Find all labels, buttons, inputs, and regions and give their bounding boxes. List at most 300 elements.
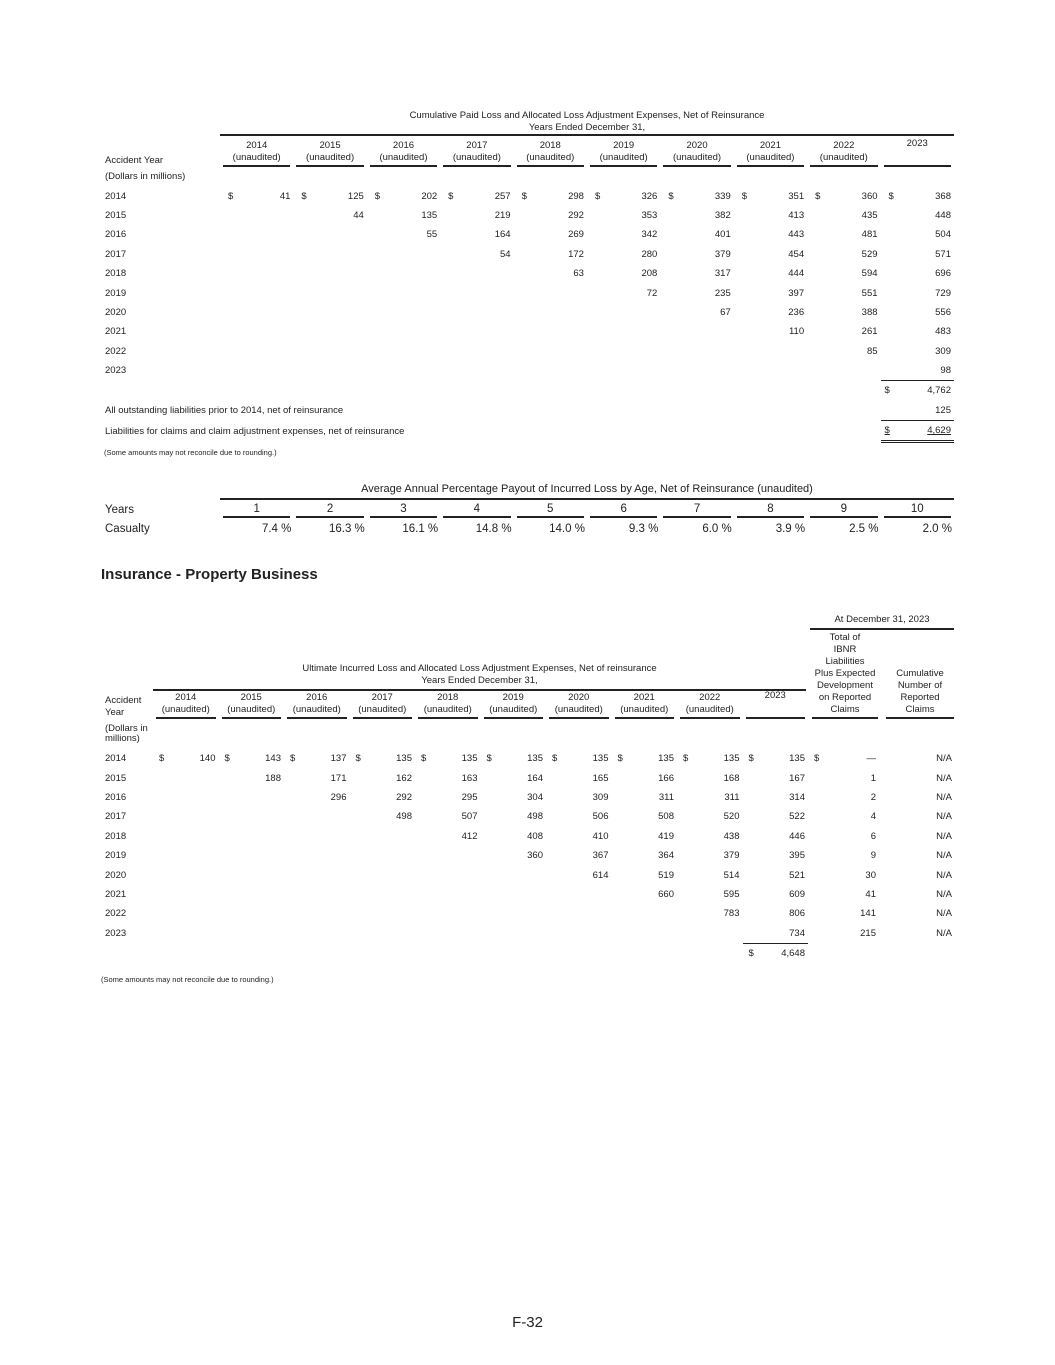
payout-values-row [101, 519, 954, 538]
col-sub: (unaudited) [599, 152, 648, 163]
payout-percent: 6.0 % [702, 522, 732, 535]
age-value: 8 [737, 503, 804, 518]
cell-value: 163 [461, 772, 478, 784]
currency-symbol: $ [486, 753, 492, 765]
cell-value: 172 [568, 248, 584, 260]
property-col-header-inner [353, 690, 413, 719]
cell-value: 483 [935, 326, 951, 338]
table-cell [612, 827, 678, 846]
cell-value: 261 [861, 326, 878, 338]
table-cell [153, 924, 219, 944]
ibnr-header [808, 630, 882, 719]
property-col-header-inner [287, 690, 347, 719]
col-year: 2023 [764, 690, 786, 701]
row-year: 2014 [105, 753, 127, 765]
table-cell [743, 807, 809, 826]
col-year: 2017 [466, 140, 488, 151]
col-sub: (unaudited) [161, 704, 210, 715]
table-cell [677, 865, 743, 884]
ibnr-cell [808, 768, 882, 787]
table-cell [440, 361, 513, 381]
ibnr-value: 215 [860, 927, 876, 939]
cell-value: 594 [861, 268, 878, 280]
table-cell [612, 788, 678, 807]
table-cell [881, 361, 954, 381]
paid-col-header-2014 [220, 138, 293, 167]
table-cell [734, 206, 807, 225]
table-cell [514, 206, 587, 225]
table-row [101, 788, 954, 807]
row-year: 2015 [105, 772, 127, 784]
table-cell [587, 361, 660, 381]
cell-value: 408 [527, 830, 543, 842]
cell-value: 311 [724, 791, 740, 803]
table-cell [612, 904, 678, 923]
table-cell [481, 865, 547, 884]
cell-value: 388 [861, 306, 878, 318]
currency-symbol: $ [374, 190, 381, 202]
table-cell [660, 283, 733, 302]
currency-symbol: $ [668, 190, 674, 202]
cell-value: 806 [789, 908, 805, 920]
age-header [220, 501, 293, 519]
section-title: Insurance - Property Business [101, 566, 318, 583]
table-cell [220, 322, 293, 341]
age-header [660, 501, 733, 519]
paid-loss-table [101, 138, 954, 443]
cell-value: 55 [426, 229, 438, 241]
at-date-header: At December 31, 2023 [834, 614, 930, 625]
table-row [101, 186, 954, 205]
paid-col-header-inner [517, 138, 584, 167]
ibnr-cell [808, 807, 882, 826]
col-sub: (unaudited) [306, 152, 355, 163]
liabilities-value: 4,629 [927, 425, 951, 437]
table-cell [587, 342, 660, 361]
cell-value: 729 [935, 287, 951, 299]
table-cell [367, 245, 440, 264]
payout-percent: 9.3 % [628, 522, 659, 535]
table-cell [587, 245, 660, 264]
col-sub: (unaudited) [489, 704, 538, 715]
currency-symbol: $ [814, 753, 820, 765]
currency-symbol: $ [748, 753, 754, 765]
table-cell [481, 904, 547, 923]
cell-value: 167 [789, 772, 805, 784]
table-cell [807, 186, 880, 205]
table-cell [153, 827, 219, 846]
cell-value: 135 [421, 209, 438, 221]
total-cell [743, 943, 809, 963]
table-row [101, 904, 954, 923]
prior-liabilities-row [101, 401, 954, 421]
property-col-header-inner [484, 690, 544, 719]
currency-symbol: $ [884, 425, 890, 437]
table-cell [881, 322, 954, 341]
cell-value: 395 [789, 850, 805, 862]
cell-value: 379 [714, 248, 731, 260]
table-cell [546, 904, 612, 923]
cell-value: 783 [723, 908, 740, 920]
payout-table [101, 501, 954, 538]
table-cell [546, 865, 612, 884]
paid-col-header-2016 [367, 138, 440, 167]
cell-value: 571 [935, 248, 951, 260]
paid-col-header-inner [663, 138, 730, 167]
table-cell [220, 245, 293, 264]
cell-value: 498 [527, 811, 543, 823]
table-cell [284, 749, 350, 768]
property-col-header-inner [680, 690, 740, 719]
col-year: 2019 [502, 692, 524, 703]
cell-value: 397 [788, 287, 805, 299]
currency-symbol: $ [888, 190, 894, 202]
table-cell [807, 225, 880, 244]
cell-value: 367 [592, 850, 609, 862]
paid-col-header-2017 [440, 138, 513, 167]
table-cell [481, 885, 547, 904]
total-value: 4,762 [927, 385, 951, 397]
col-sub: (unaudited) [620, 704, 669, 715]
ibnr-header-line: on Reported [818, 692, 872, 703]
cell-value: 317 [714, 268, 731, 280]
col-sub: (unaudited) [746, 152, 795, 163]
table-cell [481, 807, 547, 826]
cell-value: 309 [592, 791, 609, 803]
paid-col-header-2019 [587, 138, 660, 167]
table-cell [350, 807, 416, 826]
table-cell [481, 749, 547, 768]
age-header [807, 501, 880, 519]
table-cell [807, 264, 880, 283]
table-cell [587, 322, 660, 341]
table-cell [587, 225, 660, 244]
table-cell [743, 768, 809, 787]
paid-col-header-inner [223, 138, 290, 167]
table-row [101, 342, 954, 361]
table-cell [367, 206, 440, 225]
ibnr-cell [808, 846, 882, 865]
table-cell [743, 924, 809, 944]
table-cell [660, 361, 733, 381]
cell-value: 165 [592, 772, 609, 784]
cell-value: 551 [861, 287, 878, 299]
age-header [440, 501, 513, 519]
currency-symbol: $ [552, 753, 558, 765]
cell-value: 609 [789, 888, 805, 900]
total-row [101, 381, 954, 401]
table-cell [514, 322, 587, 341]
paid-col-header-inner [884, 138, 951, 167]
table-cell [677, 904, 743, 923]
table-cell [660, 264, 733, 283]
ibnr-cell [808, 865, 882, 884]
table-row [101, 303, 954, 322]
table-cell [350, 788, 416, 807]
accident-year-header: Accident Year [105, 695, 142, 718]
property-col-header-2020 [546, 690, 612, 719]
table-cell [284, 846, 350, 865]
col-year: 2018 [437, 692, 459, 703]
ibnr-cell [808, 827, 882, 846]
ibnr-value: 141 [860, 908, 876, 920]
cell-value: 98 [940, 365, 951, 377]
prior-liabilities-label: All outstanding liabilities prior to 2014, net of reinsurance [105, 405, 344, 417]
table-cell [367, 361, 440, 381]
table-cell [350, 924, 416, 944]
table-cell [546, 846, 612, 865]
table-cell [219, 865, 285, 884]
prior-liabilities-cell [881, 401, 954, 421]
table-cell [734, 322, 807, 341]
table-cell [293, 245, 366, 264]
cell-value: 419 [658, 830, 674, 842]
row-year: 2020 [105, 306, 127, 318]
property-col-header-2018 [415, 690, 481, 719]
ibnr-header-line: Liabilities [825, 656, 865, 667]
ibnr-value: 1 [870, 772, 876, 784]
row-year: 2021 [105, 888, 127, 900]
claims-value: N/A [936, 811, 952, 823]
cell-value: 360 [527, 850, 543, 862]
table-cell [153, 807, 219, 826]
divider [220, 498, 954, 500]
property-col-header-2016 [284, 690, 350, 719]
property-header-row [153, 690, 808, 719]
row-year: 2022 [105, 345, 127, 357]
row-year: 2014 [105, 190, 127, 202]
cell-value: 353 [641, 209, 658, 221]
liabilities-label: Liabilities for claims and claim adjustment expenses, net of reinsurance [105, 425, 405, 437]
table-cell [743, 827, 809, 846]
cell-value: 135 [723, 753, 740, 765]
total-value: 4,648 [781, 948, 805, 960]
table-cell [367, 283, 440, 302]
table-cell [219, 807, 285, 826]
claims-value: N/A [936, 908, 952, 920]
paid-col-header-2020 [660, 138, 733, 167]
paid-col-header-inner [737, 138, 804, 167]
col-year: 2019 [613, 140, 635, 151]
dollars-row [101, 719, 954, 749]
cell-value: 41 [279, 190, 291, 202]
table-cell [415, 827, 481, 846]
claims-header-line: Number of [897, 680, 943, 691]
paid-col-header-inner [296, 138, 363, 167]
note-text: (Some amounts may not reconcile due to rounding.) [104, 448, 277, 457]
claims-header-line: Reported [900, 692, 940, 703]
col-year: 2020 [568, 692, 590, 703]
row-year: 2016 [105, 791, 127, 803]
age-header [881, 501, 954, 519]
cell-value: 85 [866, 345, 878, 357]
table-cell [481, 768, 547, 787]
cell-value: 125 [347, 190, 364, 202]
table-cell [284, 827, 350, 846]
property-col-header-inner [549, 690, 609, 719]
cell-value: 135 [658, 753, 674, 765]
cell-value: 295 [461, 791, 478, 803]
table-cell [881, 303, 954, 322]
table-cell [734, 342, 807, 361]
paid-col-header-inner [370, 138, 437, 167]
table-cell [440, 303, 513, 322]
table-cell [807, 245, 880, 264]
casualty-label: Casualty [105, 522, 150, 535]
table-cell [293, 206, 366, 225]
claims-value: N/A [936, 791, 952, 803]
payout-title: Average Annual Percentage Payout of Incurred Loss by Age, Net of Reinsurance (unaudited) [361, 483, 813, 495]
table-cell [677, 788, 743, 807]
cell-value: 519 [658, 869, 674, 881]
cell-value: 166 [658, 772, 674, 784]
table-cell [612, 865, 678, 884]
cell-value: 508 [658, 811, 674, 823]
property-col-header-inner [746, 690, 806, 719]
cell-value: 292 [568, 209, 584, 221]
col-year: 2020 [686, 140, 708, 151]
table-cell [415, 768, 481, 787]
table-cell [350, 885, 416, 904]
property-col-header-inner [615, 690, 675, 719]
table-cell [743, 904, 809, 923]
table-cell [350, 846, 416, 865]
row-year: 2015 [105, 209, 127, 221]
cell-value: 435 [861, 209, 878, 221]
currency-symbol: $ [448, 190, 454, 202]
table-cell [660, 225, 733, 244]
col-year: 2023 [906, 138, 928, 149]
cell-value: 443 [788, 229, 805, 241]
col-year: 2018 [539, 140, 561, 151]
table-cell [284, 924, 350, 944]
age-value: 1 [223, 503, 290, 518]
payout-percent: 16.1 % [402, 522, 439, 535]
currency-symbol: $ [228, 190, 234, 202]
table-cell [219, 827, 285, 846]
cell-value: 314 [789, 791, 805, 803]
currency-symbol: $ [159, 753, 165, 765]
table-cell [660, 206, 733, 225]
col-year: 2014 [246, 140, 268, 151]
row-year: 2018 [105, 830, 127, 842]
cell-value: 481 [861, 229, 878, 241]
currency-symbol: $ [884, 385, 890, 397]
cell-value: 614 [592, 869, 609, 881]
col-sub: (unaudited) [292, 704, 341, 715]
table-cell [220, 342, 293, 361]
table-cell [734, 225, 807, 244]
ibnr-cell [808, 924, 882, 944]
cell-value: 171 [330, 772, 347, 784]
table-cell [350, 865, 416, 884]
cell-value: 162 [396, 772, 412, 784]
age-value: 7 [663, 503, 730, 518]
cell-value: 298 [568, 190, 584, 202]
table-cell [220, 361, 293, 381]
prior-liabilities-value: 125 [935, 404, 951, 416]
table-cell [587, 283, 660, 302]
table-cell [153, 865, 219, 884]
cell-value: 54 [499, 248, 511, 260]
cell-value: 342 [641, 229, 658, 241]
currency-symbol: $ [421, 753, 427, 765]
paid-header-row [220, 138, 954, 167]
table-cell [612, 768, 678, 787]
table-cell [219, 768, 285, 787]
table-cell [660, 245, 733, 264]
paid-col-header-inner [590, 138, 657, 167]
cell-value: 311 [658, 791, 674, 803]
table-cell [293, 342, 366, 361]
currency-symbol: $ [355, 753, 361, 765]
table-cell [677, 827, 743, 846]
table-cell [677, 846, 743, 865]
cell-value: 514 [723, 869, 740, 881]
cell-value: 67 [720, 306, 731, 318]
table-cell [220, 264, 293, 283]
table-cell [415, 807, 481, 826]
table-cell [677, 924, 743, 944]
table-cell [514, 303, 587, 322]
table-cell [514, 361, 587, 381]
cell-value: 454 [788, 248, 805, 260]
table-cell [219, 788, 285, 807]
table-cell [350, 827, 416, 846]
cell-value: 135 [396, 753, 412, 765]
paid-note [104, 448, 277, 457]
table-cell [481, 924, 547, 944]
table-row [101, 924, 954, 944]
table-row [101, 885, 954, 904]
payout-percent: 16.3 % [328, 522, 365, 535]
currency-symbol: $ [741, 190, 748, 202]
table-cell [546, 749, 612, 768]
ibnr-cell [808, 904, 882, 923]
table-cell [284, 885, 350, 904]
currency-symbol: $ [301, 190, 307, 202]
table-cell [734, 283, 807, 302]
table-cell [367, 303, 440, 322]
col-sub: (unaudited) [232, 152, 281, 163]
table-row [101, 865, 954, 884]
dollars-row [101, 167, 954, 186]
cell-value: 660 [658, 888, 674, 900]
cell-value: 368 [935, 190, 951, 202]
table-cell [293, 283, 366, 302]
table-cell [219, 924, 285, 944]
table-cell [612, 885, 678, 904]
age-value: 5 [517, 503, 584, 518]
paid-column-headers [220, 138, 954, 167]
cell-value: 507 [461, 811, 478, 823]
table-cell [514, 245, 587, 264]
cell-value: 339 [714, 190, 731, 202]
table-row [101, 846, 954, 865]
table-cell [807, 206, 880, 225]
cell-value: 135 [527, 753, 543, 765]
table-cell [612, 924, 678, 944]
ibnr-header-line: Total of [829, 632, 861, 643]
table-cell [440, 186, 513, 205]
paid-col-header-2018 [514, 138, 587, 167]
payout-percent: 14.0 % [549, 522, 585, 535]
cell-value: 236 [788, 306, 805, 318]
table-cell [284, 788, 350, 807]
table-cell [481, 846, 547, 865]
table-cell [293, 264, 366, 283]
age-header [293, 501, 366, 519]
